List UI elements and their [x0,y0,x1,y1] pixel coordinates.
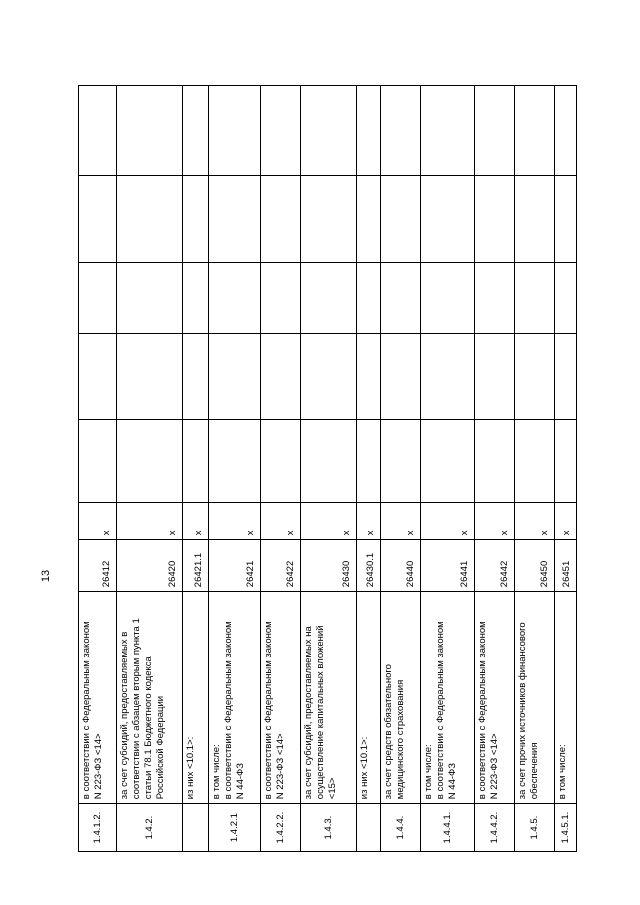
row-line-number: 26421.1 [183,540,209,592]
description-line: N 44-ФЗ [235,763,246,800]
empty-cell [301,334,357,419]
description-line: за счет прочих источников финансового [517,622,528,800]
empty-cell [421,262,475,334]
description-line: соответствии с абзацем вторым пункта 1 [131,618,142,800]
description-line: медицинского страхования [395,679,406,800]
description-line: из них <10.1>: [185,736,196,800]
table-row [261,86,301,852]
empty-cell [117,334,183,419]
empty-cell [183,86,209,177]
row-x-mark: x [357,502,381,539]
description-line: в том числе: [423,744,434,800]
row-code: 1.4.2.2. [261,804,301,852]
empty-cell [555,334,577,419]
row-x-mark: x [79,502,117,539]
row-description [381,592,421,804]
row-code: 1.4.4.2. [475,804,515,852]
row-line-number: 26430 [301,540,357,592]
table-row [301,86,357,852]
empty-cell [421,176,475,262]
empty-cell [117,86,183,177]
row-line-number: 26450 [515,540,555,592]
table-row [117,86,183,852]
description-line: из них <10.1>: [359,736,370,800]
description-line: за счет средств обязательного [383,664,394,800]
empty-cell [421,334,475,419]
empty-cell [183,176,209,262]
empty-cell [79,262,117,334]
empty-cell [183,334,209,419]
empty-cell [381,176,421,262]
empty-cell [515,334,555,419]
row-x-mark: x [209,502,261,539]
empty-cell [209,176,261,262]
page-number: 13 [40,569,53,583]
row-x-mark: x [475,502,515,539]
description-line: N 223-ФЗ <14> [275,733,286,800]
empty-cell [261,262,301,334]
empty-cell [381,419,421,502]
row-description [555,592,577,804]
empty-cell [515,176,555,262]
row-code [183,804,209,852]
table-row [381,86,421,852]
empty-cell [555,262,577,334]
row-description [117,592,183,804]
empty-cell [301,262,357,334]
empty-cell [515,262,555,334]
description-line: в соответствии с Федеральным законом [477,621,488,800]
row-x-mark: x [117,502,183,539]
table-row [209,86,261,852]
empty-cell [381,334,421,419]
empty-cell [475,86,515,177]
empty-cell [209,419,261,502]
row-code: 1.4.1.2. [79,804,117,852]
table-row [357,86,381,852]
row-x-mark: x [421,502,475,539]
empty-cell [381,262,421,334]
description-line: N 223-ФЗ <14> [93,733,104,800]
row-line-number: 26430.1 [357,540,381,592]
row-description [421,592,475,804]
row-x-mark: x [555,502,577,539]
data-table [78,85,577,852]
row-code: 1.4.3. [301,804,357,852]
row-description [79,592,117,804]
empty-cell [357,334,381,419]
empty-cell [421,86,475,177]
description-line: осуществление капитальных вложений [315,625,326,800]
empty-cell [117,419,183,502]
empty-cell [261,86,301,177]
row-line-number: 26420 [117,540,183,592]
empty-cell [475,176,515,262]
empty-cell [261,419,301,502]
row-line-number: 26441 [421,540,475,592]
empty-cell [79,334,117,419]
description-line: N 44-ФЗ [447,763,458,800]
empty-cell [301,176,357,262]
empty-cell [301,86,357,177]
empty-cell [357,419,381,502]
description-line: N 223-ФЗ <14> [489,733,500,800]
description-line: статьи 78.1 Бюджетного кодекса [143,656,154,800]
row-x-mark: x [381,502,421,539]
description-line: в том числе: [211,744,222,800]
empty-cell [555,419,577,502]
description-line: <15> [327,777,338,800]
table-row [421,86,475,852]
description-line: в соответствии с Федеральным законом [223,621,234,800]
row-code: 1.4.2. [117,804,183,852]
row-line-number: 26442 [475,540,515,592]
description-line: Российской Федерации [155,695,166,800]
row-code [357,804,381,852]
row-x-mark: x [301,502,357,539]
empty-cell [79,419,117,502]
row-line-number: 26440 [381,540,421,592]
row-description [261,592,301,804]
row-x-mark: x [183,502,209,539]
table-frame [78,85,590,852]
description-line: в том числе: [557,744,568,800]
table-row [183,86,209,852]
description-line: обеспечения [529,742,540,800]
table-row [555,86,577,852]
row-code: 1.4.5. [515,804,555,852]
empty-cell [117,262,183,334]
empty-cell [381,86,421,177]
row-code: 1.4.2.1 [209,804,261,852]
description-line: за счет субсидий, предоставляемых в [119,631,130,800]
row-description [515,592,555,804]
row-x-mark: x [261,502,301,539]
empty-cell [555,176,577,262]
row-description [301,592,357,804]
empty-cell [183,419,209,502]
table-row [475,86,515,852]
row-line-number: 26451 [555,540,577,592]
description-line: в соответствии с Федеральным законом [263,621,274,800]
row-code: 1.4.4. [381,804,421,852]
table-row [515,86,555,852]
row-description [183,592,209,804]
empty-cell [117,176,183,262]
description-line: в соответствии с Федеральным законом [435,621,446,800]
description-line: за счет субсидий, предоставляемых на [303,626,314,800]
empty-cell [475,419,515,502]
row-code: 1.4.5.1. [555,804,577,852]
table-row [79,86,117,852]
empty-cell [475,262,515,334]
empty-cell [515,86,555,177]
empty-cell [515,419,555,502]
empty-cell [79,176,117,262]
empty-cell [421,419,475,502]
description-line: в соответствии с Федеральным законом [81,621,92,800]
row-code: 1.4.4.1. [421,804,475,852]
row-description [475,592,515,804]
row-x-mark: x [515,502,555,539]
empty-cell [357,86,381,177]
empty-cell [475,334,515,419]
row-line-number: 26412 [79,540,117,592]
empty-cell [261,334,301,419]
empty-cell [357,176,381,262]
empty-cell [209,86,261,177]
empty-cell [79,86,117,177]
row-description [357,592,381,804]
empty-cell [183,262,209,334]
row-line-number: 26422 [261,540,301,592]
empty-cell [209,262,261,334]
empty-cell [301,419,357,502]
empty-cell [555,86,577,177]
empty-cell [357,262,381,334]
row-description [209,592,261,804]
row-line-number: 26421 [209,540,261,592]
empty-cell [209,334,261,419]
empty-cell [261,176,301,262]
